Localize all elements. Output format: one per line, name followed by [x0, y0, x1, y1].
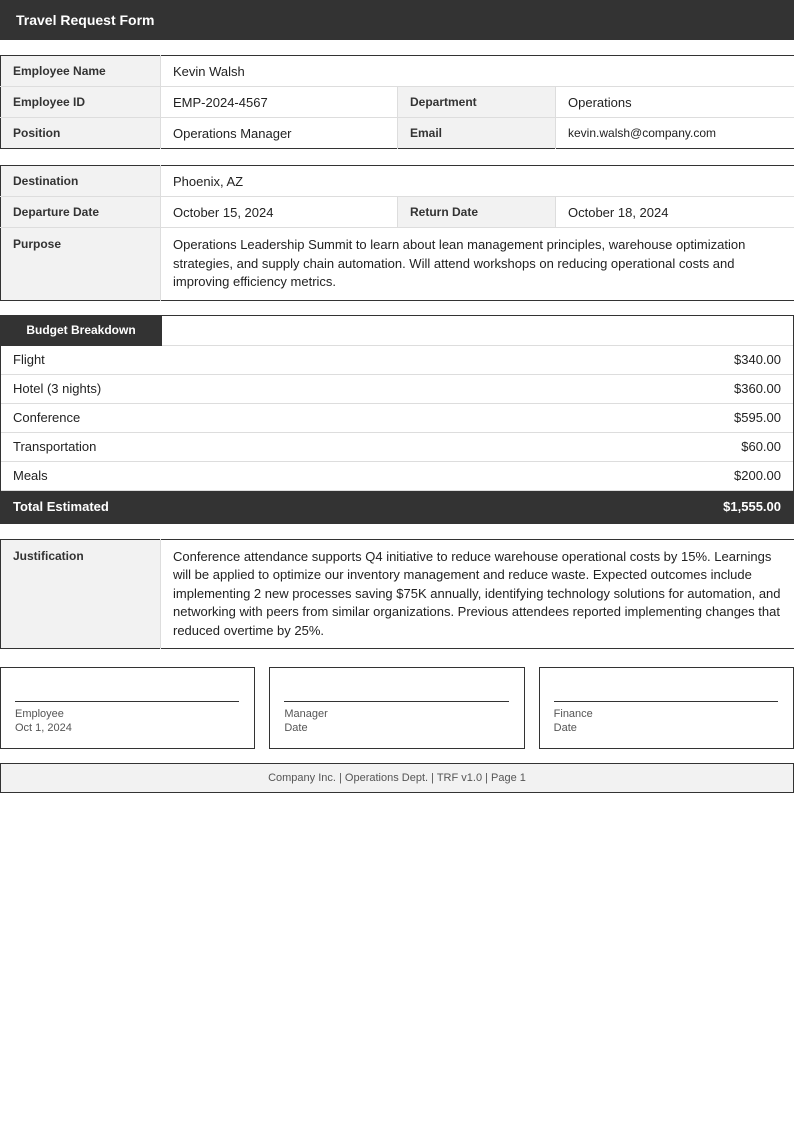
justification-label: Justification — [1, 539, 161, 649]
signature-row — [0, 667, 794, 749]
destination-value: Phoenix, AZ — [161, 166, 794, 197]
budget-item-row — [1, 346, 793, 375]
employee-id-label: Employee ID — [1, 87, 161, 118]
signature-role: Employee — [15, 708, 64, 720]
purpose-value: Operations Leadership Summit to learn about lean management principles, warehouse optimization strategies, and supply chain automation. Will attend workshops on reducing operational costs and improving efficiency metrics. — [161, 228, 794, 301]
budget-item-label: Flight — [13, 352, 45, 367]
budget-item-row — [1, 404, 793, 433]
department-label: Department — [398, 87, 556, 118]
budget-total-row — [1, 491, 793, 523]
budget-item-row — [1, 462, 793, 491]
email-label: Email — [398, 118, 556, 149]
budget-item-amount: $340.00 — [734, 352, 781, 367]
signature-role: Finance — [553, 708, 593, 720]
table-row — [1, 56, 794, 87]
departure-date-label: Departure Date — [1, 197, 161, 228]
employee-name-label: Employee Name — [1, 56, 161, 87]
table-row — [1, 197, 794, 228]
budget-section-title: Budget Breakdown — [0, 315, 162, 346]
signature-date: Date — [284, 722, 308, 734]
footer-text: Company Inc. | Operations Dept. | TRF v1.0 | Page 1 — [268, 772, 526, 784]
signature-box-employee — [0, 667, 255, 749]
budget-item-amount: $200.00 — [734, 468, 781, 483]
position-value: Operations Manager — [161, 118, 398, 149]
table-row — [1, 166, 794, 197]
signature-line — [15, 701, 239, 702]
budget-item-amount: $360.00 — [734, 381, 781, 396]
position-label: Position — [1, 118, 161, 149]
departure-date-value: October 15, 2024 — [161, 197, 398, 228]
table-row — [1, 87, 794, 118]
table-row — [1, 118, 794, 149]
return-date-label: Return Date — [398, 197, 556, 228]
justification-value: Conference attendance supports Q4 initiative to reduce warehouse operational costs by 15%. Learnings will be applied to optimize our inventory management and reduce waste. Expected outcomes include implementing 2 new processes saving $75K annually, identifying technology solutions for automation, and networking with peers from similar organizations. Previous attendees reported implementing changes that reduced overtime by 25%. — [161, 539, 794, 649]
budget-item-amount: $595.00 — [734, 410, 781, 425]
budget-item-label: Conference — [13, 410, 81, 425]
budget-item-amount: $60.00 — [741, 439, 781, 454]
employee-name-value: Kevin Walsh — [161, 56, 794, 87]
signature-date: Oct 1, 2024 — [15, 722, 72, 734]
signature-box-manager — [269, 667, 524, 749]
page-footer — [0, 763, 794, 793]
budget-item-row — [1, 375, 793, 404]
signature-box-finance — [539, 667, 794, 749]
employee-info-table — [0, 55, 794, 149]
trip-info-table — [0, 165, 794, 301]
employee-id-value: EMP-2024-4567 — [161, 87, 398, 118]
department-value: Operations — [556, 87, 794, 118]
budget-item-label: Meals — [13, 468, 48, 483]
budget-section-header — [1, 316, 793, 346]
email-value: kevin.walsh@company.com — [556, 118, 794, 149]
budget-item-label: Transportation — [13, 439, 97, 454]
page-title: Travel Request Form — [16, 12, 155, 28]
return-date-value: October 18, 2024 — [556, 197, 794, 228]
justification-table — [0, 539, 794, 650]
budget-item-row — [1, 433, 793, 462]
budget-item-label: Hotel (3 nights) — [13, 381, 102, 396]
budget-total-amount: $1,555.00 — [723, 499, 781, 514]
signature-date: Date — [553, 722, 577, 734]
table-row — [1, 539, 794, 649]
budget-section — [0, 315, 794, 524]
signature-line — [284, 701, 508, 702]
signature-role: Manager — [284, 708, 328, 720]
signature-line — [554, 701, 778, 702]
purpose-label: Purpose — [1, 228, 161, 301]
budget-total-label: Total Estimated — [13, 499, 109, 514]
table-row — [1, 228, 794, 301]
destination-label: Destination — [1, 166, 161, 197]
form-header-bar — [0, 0, 794, 40]
